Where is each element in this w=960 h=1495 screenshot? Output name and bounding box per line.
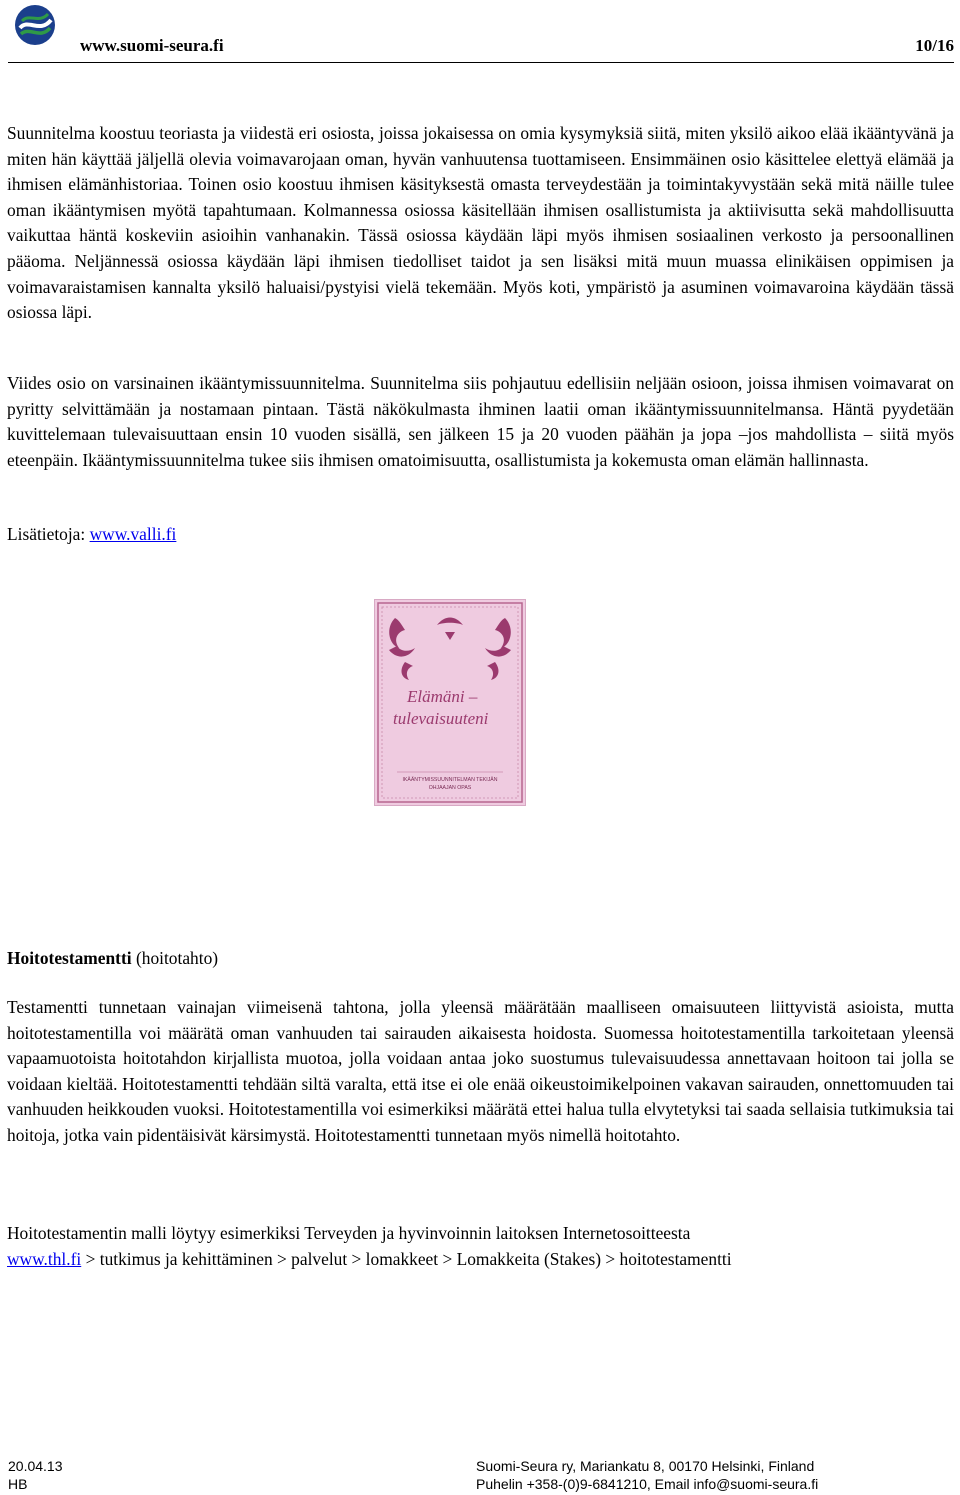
paragraph-living-will: Testamentti tunnetaan vainajan viimeisenä tahtona, jolla yleensä määrätään maalliseen omaisuuteen liittyvistä asioista, mutta hoitotestamentilla voi määrätä oman vanhuuden tai sairauden aikaisesta hoidosta. Suomessa hoitotestamentilla tarkoitetaan yleensä vapaamuotoista hoitotahdon kirjallista muotoa, jolla voidaan antaa joko suostumus tulevaisuudessa annettavaan hoitoon tai jolla se voidaan kieltää. Hoitotestamentti tehdään siltä varalta, että itse ei ole enää oikeustoimikelpoinen vakavan sairauden, onnettomuuden tai vanhuuden heikkouden vuoksi. Hoitotestamentilla voi esimerkiksi määrätä ettei halua tulla elvytetyksi tai saada sellaisia tutkimuksia tai hoitoja, jotka vain pidentäisivät kärsimystä. Hoitotestamentti tunnetaan myös nimellä hoitotahto. <box>7 997 954 1145</box>
page-number: 10/16 <box>915 36 954 55</box>
paragraph-plan-structure: Suunnitelma koostuu teoriasta ja viidestä eri osiosta, joissa jokaisessa on omia kysymyksiä siitä, miten yksilö aikoo elää ikääntyvänä ja miten hän käyttää jäljellä olevia voimavarojaan oman, hyvän vanhuutensa tuottamiseen. Ensimmäinen osio käsittelee elettyä elämää ja ihmisen elämänhistoriaa. Toinen osio koostuu ihmisen käsityksestä omasta terveydestään ja toimintakyvystään sekä mitä näille tulee oman ikääntymisen myötä tapahtumaan. Kolmannessa osiossa käsitellään ihmisen osallistumista ja aktiivisutta sekä mahdollisuutta vaikuttaa häntä koskeviin asioihin vanhanakin. Tässä osiossa käydään läpi myös ihmisen sosiaalinen verkosto ja persoonallinen pääoma. Neljännessä osiossa käydään läpi ihmisen tiedolliset taidot ja sen lisäksi mitä muun muassa elinikäisen oppimisen ja voimavaraistamisen kannalta yksilö haluaisi/pystyisi vielä tekemään. Myös koti, ympäristö ja asuminen voimavaroina käydään tässä osiossa läpi. <box>7 123 954 323</box>
footer-right <box>476 1457 818 1493</box>
thl-path-text: > tutkimus ja kehittäminen > palvelut > lomakkeet > Lomakkeita (Stakes) > hoitotestamentti <box>81 1248 732 1269</box>
book-cover-image <box>374 599 526 806</box>
cover-title-line1: Elämäni – <box>407 687 478 706</box>
valli-link[interactable]: www.valli.fi <box>89 524 177 544</box>
suomi-seura-logo <box>14 4 56 46</box>
footer-date: 20.04.13 <box>8 1458 63 1474</box>
more-info-line <box>7 522 954 548</box>
site-url[interactable]: www.suomi-seura.fi <box>80 36 224 55</box>
section-heading-bold: Hoitotestamentti <box>7 948 132 968</box>
footer-contact: Puhelin +358-(0)9-6841210, Email info@suomi-seura.fi <box>476 1476 819 1492</box>
cover-subtitle-line1: IKÄÄNTYMISSUUNNITELMAN TEKIJÄN <box>402 777 498 783</box>
section-heading-rest: (hoitotahto) <box>131 948 219 968</box>
ornament-right-icon <box>485 618 511 680</box>
ornament-center-icon <box>437 618 463 641</box>
footer-initials: HB <box>8 1476 28 1492</box>
cover-subtitle-line2: OHJAAJAN OPAS <box>428 785 472 791</box>
section-heading <box>7 946 218 971</box>
cover-title-line2: tulevaisuuteni <box>393 709 489 728</box>
footer-address: Suomi-Seura ry, Mariankatu 8, 00170 Helsinki, Finland <box>476 1458 815 1474</box>
paragraph-template-location <box>7 1221 954 1272</box>
ornament-left-icon <box>389 618 415 680</box>
header-divider <box>8 62 954 63</box>
template-location-text: Hoitotestamentin malli löytyy esimerkiksi Terveyden ja hyvinvoinnin laitoksen Internetosoitteesta <box>7 1223 691 1243</box>
thl-link[interactable]: www.thl.fi <box>7 1248 82 1269</box>
footer-left <box>8 1457 63 1493</box>
paragraph-fifth-section: Viides osio on varsinainen ikääntymissuunnitelma. Suunnitelma siis pohjautuu edellisiin neljään osioon, joissa ihmisen voimavarat on pyritty selvittämään ja nostamaan pintaan. Tästä näkökulmasta ihminen laatii oman ikääntymissuunnitelmansa. Häntä pyydetään kuvittelemaan tulevaisuuttaan ensin 10 vuoden sisällä, sen jälkeen 15 ja 20 vuoden päähän ja jopa –jos mahdollista – siitä myös eteenpäin. Ikääntymissuunnitelma tukee siis ihmisen omatoimisuutta, osallistumista ja kokemusta oman elämän hallinnasta. <box>7 373 954 470</box>
more-info-label: Lisätietoja: <box>7 524 90 544</box>
